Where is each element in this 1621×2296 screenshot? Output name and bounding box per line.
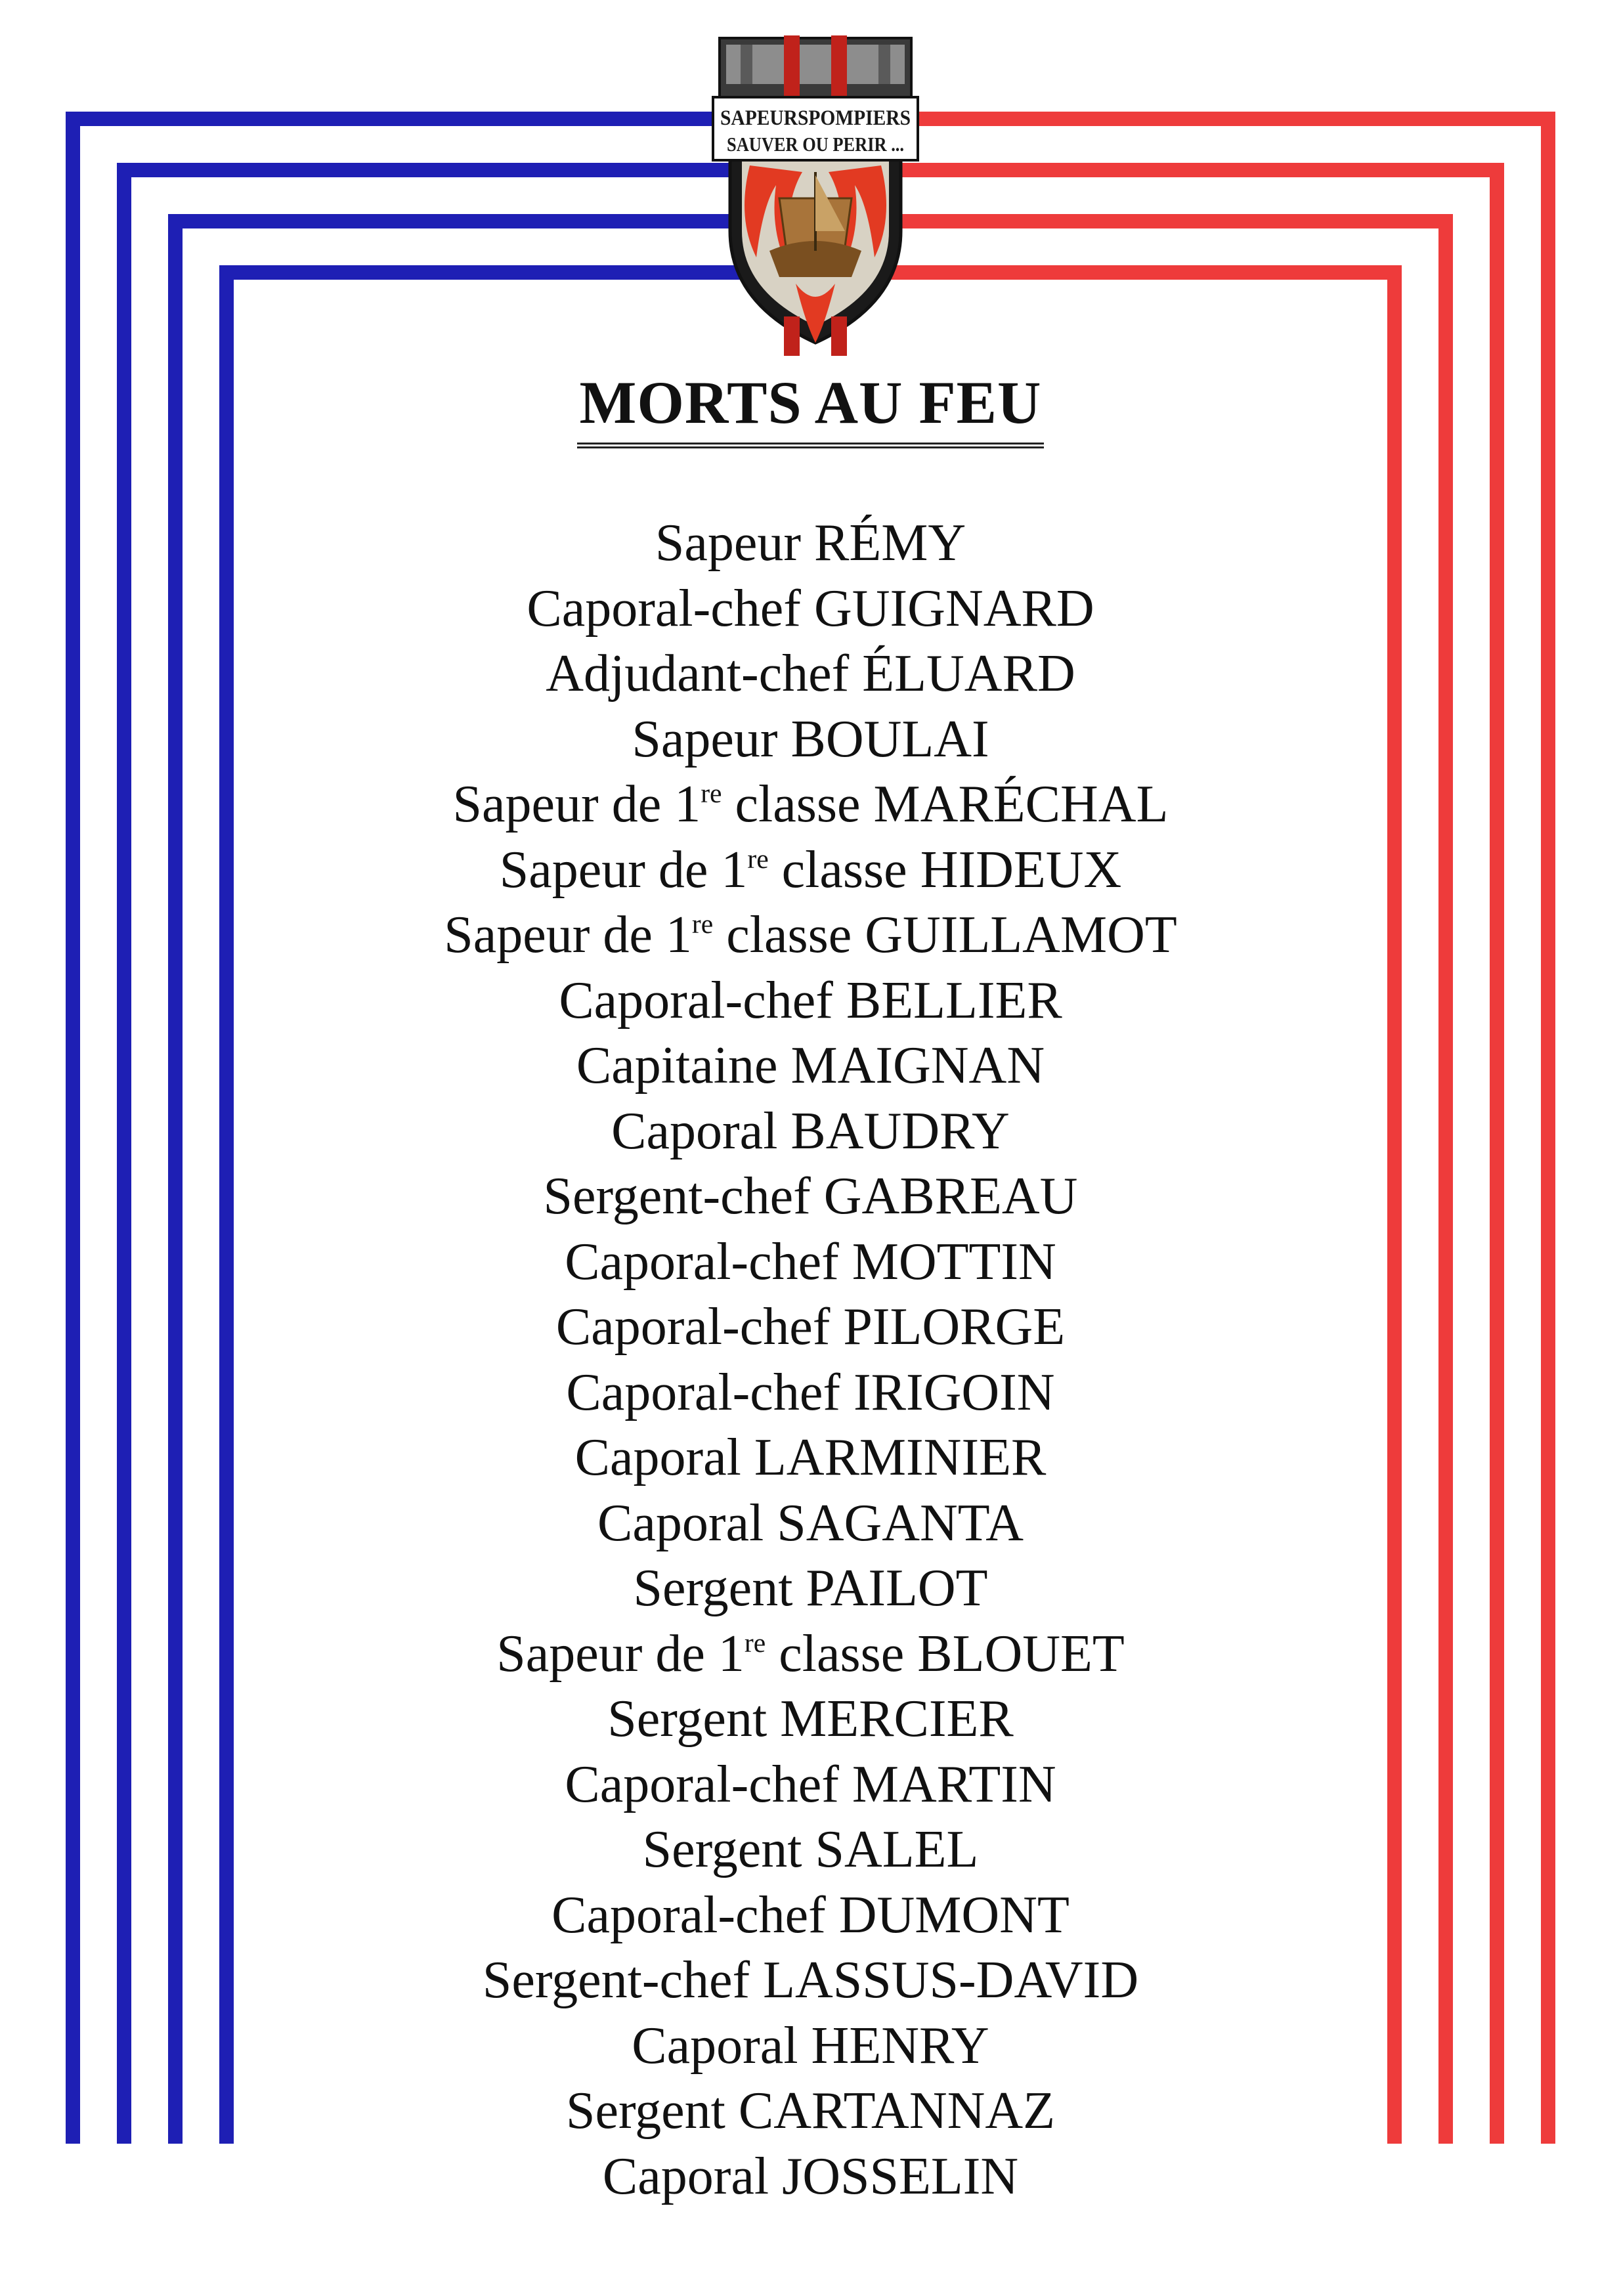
rank-class: classe: [722, 775, 861, 833]
rank: Sapeur de 1: [496, 1624, 745, 1683]
list-item: [0, 2014, 1621, 2079]
rank: Sapeur: [655, 514, 801, 572]
rank: Capitaine: [576, 1037, 778, 1094]
rank: Caporal-chef: [527, 579, 801, 638]
rank: Sapeur de 1: [452, 775, 701, 833]
rank: Sapeur de 1: [444, 906, 692, 964]
surname: MARÉCHAL: [873, 775, 1169, 833]
list-item: [0, 838, 1621, 903]
rank-ordinal-suffix: re: [747, 843, 769, 874]
surname: JOSSELIN: [782, 2147, 1019, 2205]
rank-class: classe: [713, 906, 852, 964]
surname: MERCIER: [780, 1690, 1014, 1748]
rank-class: classe: [768, 840, 907, 899]
page-title-text: MORTS AU FEU: [577, 371, 1045, 448]
rank: Caporal: [597, 1494, 764, 1552]
list-item: [0, 641, 1621, 707]
list-item: [0, 1752, 1621, 1818]
rank: Caporal: [602, 2147, 769, 2205]
rank: Caporal: [574, 1429, 741, 1486]
surname: IRIGOIN: [853, 1363, 1055, 1421]
surname: GUILLAMOT: [865, 906, 1177, 964]
rank: Sergent: [633, 1559, 793, 1617]
rank: Sergent-chef: [482, 1951, 750, 2009]
blue-stripe-horizontal: [219, 265, 741, 280]
surname: RÉMY: [814, 514, 966, 572]
list-item: [0, 2079, 1621, 2144]
surname: LASSUS-DAVID: [763, 1951, 1139, 2009]
list-item: [0, 707, 1621, 773]
list-item: [0, 903, 1621, 968]
rank: Caporal-chef: [559, 971, 833, 1029]
list-item: [0, 2144, 1621, 2210]
surname: BOULAI: [790, 710, 989, 768]
rank: Caporal-chef: [566, 1363, 840, 1421]
rank: Sapeur: [632, 710, 778, 768]
surname: BAUDRY: [790, 1102, 1010, 1160]
list-item: [0, 576, 1621, 642]
surname: MOTTIN: [852, 1232, 1056, 1291]
rank: Sergent-chef: [543, 1167, 811, 1225]
surname: BLOUET: [917, 1624, 1125, 1683]
surname: SALEL: [815, 1821, 979, 1878]
surname: BELLIER: [846, 971, 1062, 1029]
emblem-motto-line1: SAPEURSPOMPIERS: [720, 106, 911, 130]
rank: Sapeur de 1: [499, 840, 748, 899]
list-item: [0, 1295, 1621, 1360]
rank: Sergent: [607, 1690, 767, 1748]
rank-class: classe: [766, 1624, 905, 1683]
surname: MAIGNAN: [790, 1037, 1045, 1094]
rank: Sergent: [642, 1821, 802, 1878]
surname: ÉLUARD: [862, 645, 1075, 703]
list-item: [0, 1360, 1621, 1426]
red-stripe-horizontal: [879, 265, 1402, 280]
rank: Caporal: [632, 2016, 798, 2075]
list-item: [0, 1556, 1621, 1622]
memorial-names-list: [0, 511, 1621, 2209]
list-item: [0, 1883, 1621, 1949]
surname: HENRY: [811, 2016, 989, 2075]
red-stripe-horizontal: [879, 112, 1555, 126]
sapeurs-pompiers-emblem: [710, 34, 920, 362]
list-item: [0, 1230, 1621, 1295]
rank-ordinal-suffix: re: [744, 1627, 766, 1658]
list-item: [0, 1099, 1621, 1165]
red-stripe-horizontal: [879, 163, 1504, 177]
rank: Caporal-chef: [551, 1886, 826, 1944]
list-item: [0, 772, 1621, 838]
blue-stripe-horizontal: [168, 214, 741, 228]
rank-ordinal-suffix: re: [691, 908, 714, 939]
rank: Caporal-chef: [555, 1298, 831, 1356]
rank: Caporal-chef: [565, 1755, 839, 1813]
surname: PAILOT: [806, 1559, 988, 1617]
list-item: [0, 511, 1621, 576]
list-item: [0, 1948, 1621, 2014]
rank: Sergent: [565, 2082, 725, 2140]
list-item: [0, 1622, 1621, 1687]
emblem-motto-line2: SAUVER OU PERIR ...: [727, 133, 904, 156]
rank-ordinal-suffix: re: [701, 777, 722, 808]
rank: Caporal: [611, 1102, 778, 1160]
surname: PILORGE: [843, 1298, 1066, 1356]
list-item: [0, 1491, 1621, 1557]
blue-stripe-horizontal: [117, 163, 741, 177]
surname: HIDEUX: [920, 840, 1122, 899]
surname: GUIGNARD: [813, 579, 1094, 638]
surname: CARTANNAZ: [738, 2082, 1056, 2140]
rank: Caporal-chef: [565, 1232, 839, 1291]
list-item: [0, 1425, 1621, 1491]
list-item: [0, 1687, 1621, 1752]
rank: Adjudant-chef: [546, 645, 850, 703]
surname: GABREAU: [823, 1167, 1078, 1225]
surname: LARMINIER: [754, 1429, 1047, 1486]
list-item: [0, 968, 1621, 1034]
list-item: [0, 1033, 1621, 1099]
surname: MARTIN: [852, 1755, 1056, 1813]
list-item: [0, 1817, 1621, 1883]
red-stripe-horizontal: [879, 214, 1453, 228]
page-title: [0, 368, 1621, 448]
surname: SAGANTA: [777, 1494, 1024, 1552]
list-item: [0, 1164, 1621, 1230]
blue-stripe-horizontal: [66, 112, 741, 126]
surname: DUMONT: [838, 1886, 1070, 1944]
